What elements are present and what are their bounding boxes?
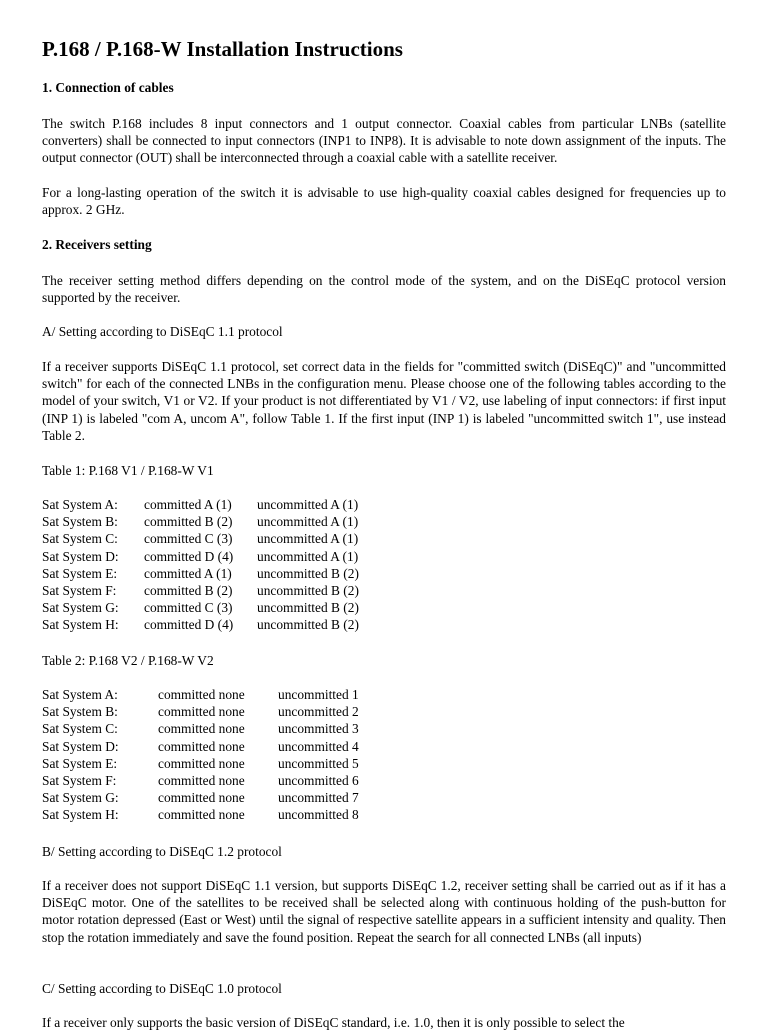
sat-system-label: Sat System H:: [42, 807, 119, 823]
table-row: [42, 582, 442, 599]
sat-system-label: Sat System G:: [42, 600, 119, 616]
paragraph-diseqc-1-2: If a receiver does not support DiSEqC 1.1 version, but supports DiSEqC 1.2, receiver setting shall be carried out as if it has a DiSEqC motor. One of the satellites to be received shall be selected along with continuous holding of the push-button for motor rotation depressed (East or West) until the signal of respective satellite appears in a sufficient intensity and quality. Then stop the rotation immediately and save the found position. Repeat the search for all connected LNBs (all inputs): [42, 878, 726, 945]
table-row: [42, 513, 442, 530]
table-row: [42, 496, 442, 513]
subheading-diseqc-1-2: B/ Setting according to DiSEqC 1.2 protocol: [42, 844, 282, 859]
table-row: [42, 703, 442, 720]
uncommitted-value: uncommitted A (1): [257, 531, 359, 547]
table1: [42, 496, 442, 634]
committed-value: committed none: [158, 687, 245, 702]
table-row: [42, 686, 442, 703]
uncommitted-value: uncommitted B (2): [257, 617, 359, 633]
uncommitted-value: uncommitted 7: [278, 790, 359, 806]
committed-value: committed A (1): [144, 565, 232, 581]
paragraph-diseqc-1-0: If a receiver only supports the basic version of DiSEqC standard, i.e. 1.0, then it is only possible to select the: [42, 1015, 625, 1030]
committed-value: committed none: [158, 755, 245, 771]
committed-value: committed D (4): [144, 617, 234, 633]
paragraph-cable-quality: For a long-lasting operation of the switch it is advisable to use high-quality coaxial cables designed for frequencies up to approx. 2 GHz.: [42, 185, 726, 218]
uncommitted-value: uncommitted A (1): [257, 514, 359, 530]
subheading-diseqc-1-0: C/ Setting according to DiSEqC 1.0 protocol: [42, 981, 282, 996]
uncommitted-value: uncommitted 8: [278, 807, 359, 823]
uncommitted-value: uncommitted 3: [278, 721, 359, 737]
table-row: [42, 599, 442, 616]
uncommitted-value: uncommitted A (1): [257, 497, 359, 512]
sat-system-label: Sat System D:: [42, 548, 119, 564]
committed-value: committed B (2): [144, 514, 233, 530]
uncommitted-value: uncommitted 4: [278, 738, 359, 754]
sat-system-label: Sat System C:: [42, 721, 118, 737]
sat-system-label: Sat System E:: [42, 565, 118, 581]
sat-system-label: Sat System A:: [42, 497, 118, 512]
sat-system-label: Sat System B:: [42, 704, 118, 720]
committed-value: committed none: [158, 807, 245, 823]
table-row: [42, 616, 442, 633]
uncommitted-value: uncommitted 6: [278, 772, 359, 788]
committed-value: committed C (3): [144, 600, 233, 616]
uncommitted-value: uncommitted 5: [278, 755, 359, 771]
committed-value: committed none: [158, 721, 245, 737]
uncommitted-value: uncommitted A (1): [257, 548, 359, 564]
table-row: [42, 772, 442, 789]
sat-system-label: Sat System F:: [42, 772, 117, 788]
sat-system-label: Sat System H:: [42, 617, 119, 633]
table2: [42, 686, 442, 824]
paragraph-diseqc-1-1: If a receiver supports DiSEqC 1.1 protocol, set correct data in the fields for "committed switch (DiSEqC)" and "uncommitted switch" for each of the connected LNBs in the configuration menu. Please choose one of the following tables according to the model of your switch, V1 or V2. If your product is not differentiated by V1 / V2, use labeling of input connectors: if first input (INP 1) is labeled "com A, uncom A", follow Table 1. If the first input (INP 1) is labeled "uncommitted switch 1", use instead Table 2.: [42, 359, 726, 443]
committed-value: committed none: [158, 738, 245, 754]
paragraph-receivers-intro: The receiver setting method differs depending on the control mode of the system, and on the DiSEqC protocol version supported by the receiver.: [42, 273, 726, 306]
subheading-diseqc-1-1: A/ Setting according to DiSEqC 1.1 protocol: [42, 324, 283, 339]
sat-system-label: Sat System F:: [42, 582, 117, 598]
committed-value: committed B (2): [144, 582, 233, 598]
paragraph-connection-cables: The switch P.168 includes 8 input connectors and 1 output connector. Coaxial cables from particular LNBs (satellite converters) shall be connected to input connectors (INP1 to INP8). It is advisable to note down assignment of the inputs. The output connector (OUT) shall be interconnected through a coaxial cable with a satellite receiver.: [42, 116, 726, 166]
committed-value: committed none: [158, 790, 245, 806]
uncommitted-value: uncommitted 2: [278, 704, 359, 720]
table-row: [42, 548, 442, 565]
committed-value: committed A (1): [144, 497, 232, 512]
committed-value: committed none: [158, 772, 245, 788]
table1-caption: Table 1: P.168 V1 / P.168-W V1: [42, 463, 214, 478]
table-row: [42, 738, 442, 755]
uncommitted-value: uncommitted B (2): [257, 565, 359, 581]
table-row: [42, 789, 442, 806]
sat-system-label: Sat System G:: [42, 790, 119, 806]
sat-system-label: Sat System C:: [42, 531, 118, 547]
committed-value: committed C (3): [144, 531, 233, 547]
sat-system-label: Sat System E:: [42, 755, 118, 771]
section-heading-receivers: 2. Receivers setting: [42, 237, 152, 252]
table-row: [42, 565, 442, 582]
uncommitted-value: uncommitted B (2): [257, 582, 359, 598]
table-row: [42, 720, 442, 737]
sat-system-label: Sat System A:: [42, 687, 118, 702]
sat-system-label: Sat System B:: [42, 514, 118, 530]
table-row: [42, 530, 442, 547]
committed-value: committed none: [158, 704, 245, 720]
table-row: [42, 806, 442, 823]
section-heading-connection: 1. Connection of cables: [42, 80, 174, 95]
uncommitted-value: uncommitted 1: [278, 687, 359, 702]
sat-system-label: Sat System D:: [42, 738, 119, 754]
page-title: P.168 / P.168-W Installation Instructions: [42, 37, 403, 61]
table-row: [42, 755, 442, 772]
committed-value: committed D (4): [144, 548, 234, 564]
uncommitted-value: uncommitted B (2): [257, 600, 359, 616]
table2-caption: Table 2: P.168 V2 / P.168-W V2: [42, 653, 214, 668]
